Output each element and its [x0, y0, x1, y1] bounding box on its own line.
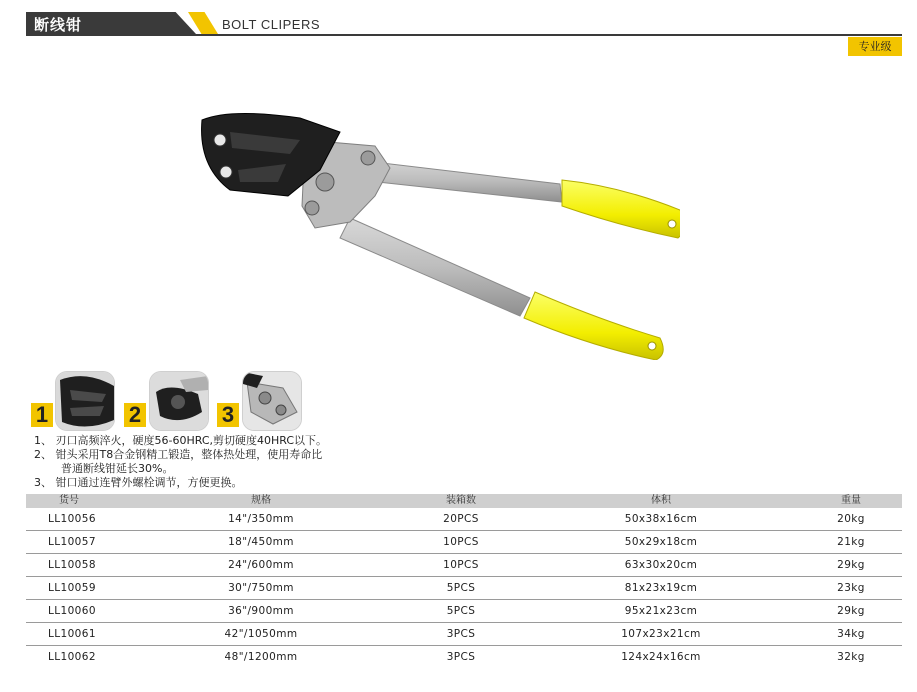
bolt-cutter-product-image — [190, 110, 680, 360]
cell-spec: 36"/900mm — [228, 605, 294, 617]
cell-spec: 48"/1200mm — [224, 651, 298, 663]
cell-item-no: LL10058 — [48, 559, 96, 571]
cell-weight: 29kg — [837, 605, 865, 617]
cell-volume: 63x30x20cm — [624, 559, 698, 571]
feature-list — [34, 434, 327, 490]
cell-item-no: LL10056 — [48, 513, 96, 525]
cell-packing: 10PCS — [443, 536, 479, 548]
cell-volume: 81x23x19cm — [624, 582, 698, 594]
cell-volume: 107x23x21cm — [621, 628, 701, 640]
column-header-weight: 重量 — [841, 495, 861, 506]
cell-packing: 10PCS — [443, 559, 479, 571]
table-row — [26, 554, 902, 577]
feature-item-continued: 普通断线钳延长30%。 — [61, 462, 174, 475]
header-divider — [26, 34, 902, 36]
column-header-item-no: 货号 — [59, 495, 79, 506]
table-row — [26, 531, 902, 554]
grade-badge: 专业级 — [848, 37, 902, 56]
thumbnail-number-1: 1 — [31, 403, 53, 427]
cell-weight: 23kg — [837, 582, 865, 594]
joint-closeup-thumbnail — [242, 371, 302, 431]
cell-weight: 29kg — [837, 559, 865, 571]
cell-packing: 3PCS — [446, 628, 476, 640]
table-row — [26, 508, 902, 531]
cell-packing: 5PCS — [446, 605, 476, 617]
thumbnail-number-3: 3 — [217, 403, 239, 427]
cell-volume: 95x21x23cm — [624, 605, 698, 617]
feature-item: 2、 钳头采用T8合金钢精工锻造，整体热处理，使用寿命比 — [34, 448, 323, 461]
jaw-closeup-thumbnail — [55, 371, 115, 431]
cell-weight: 32kg — [837, 651, 865, 663]
cell-item-no: LL10061 — [48, 628, 96, 640]
thumbnail-number-2: 2 — [124, 403, 146, 427]
cell-spec: 30"/750mm — [228, 582, 294, 594]
cell-volume: 50x29x18cm — [624, 536, 698, 548]
spec-table — [26, 494, 902, 668]
cell-packing: 20PCS — [443, 513, 479, 525]
cell-packing: 5PCS — [446, 582, 476, 594]
table-row — [26, 623, 902, 646]
page-title: 断线钳 — [34, 16, 83, 34]
cell-spec: 42"/1050mm — [224, 628, 298, 640]
column-header-packing: 装箱数 — [446, 495, 476, 506]
cell-weight: 20kg — [837, 513, 865, 525]
cell-spec: 14"/350mm — [228, 513, 294, 525]
cell-item-no: LL10062 — [48, 651, 96, 663]
table-header — [26, 494, 902, 508]
table-row — [26, 577, 902, 600]
cell-item-no: LL10059 — [48, 582, 96, 594]
cell-item-no: LL10057 — [48, 536, 96, 548]
cell-spec: 18"/450mm — [228, 536, 294, 548]
table-row — [26, 600, 902, 623]
cell-volume: 124x24x16cm — [621, 651, 701, 663]
column-header-spec: 规格 — [251, 495, 271, 506]
table-row — [26, 646, 902, 668]
feature-item: 1、 刃口高频淬火，硬度56-60HRC,剪切硬度40HRC以下。 — [34, 434, 328, 447]
cell-weight: 21kg — [837, 536, 865, 548]
cell-item-no: LL10060 — [48, 605, 96, 617]
cell-spec: 24"/600mm — [228, 559, 294, 571]
cell-volume: 50x38x16cm — [624, 513, 698, 525]
page-subtitle: BOLT CLIPERS — [222, 17, 320, 32]
cell-weight: 34kg — [837, 628, 865, 640]
column-header-volume: 体积 — [651, 495, 671, 506]
cell-packing: 3PCS — [446, 651, 476, 663]
jaw-side-thumbnail — [149, 371, 209, 431]
feature-item: 3、 钳口通过连臂外螺栓调节，方便更换。 — [34, 476, 243, 489]
